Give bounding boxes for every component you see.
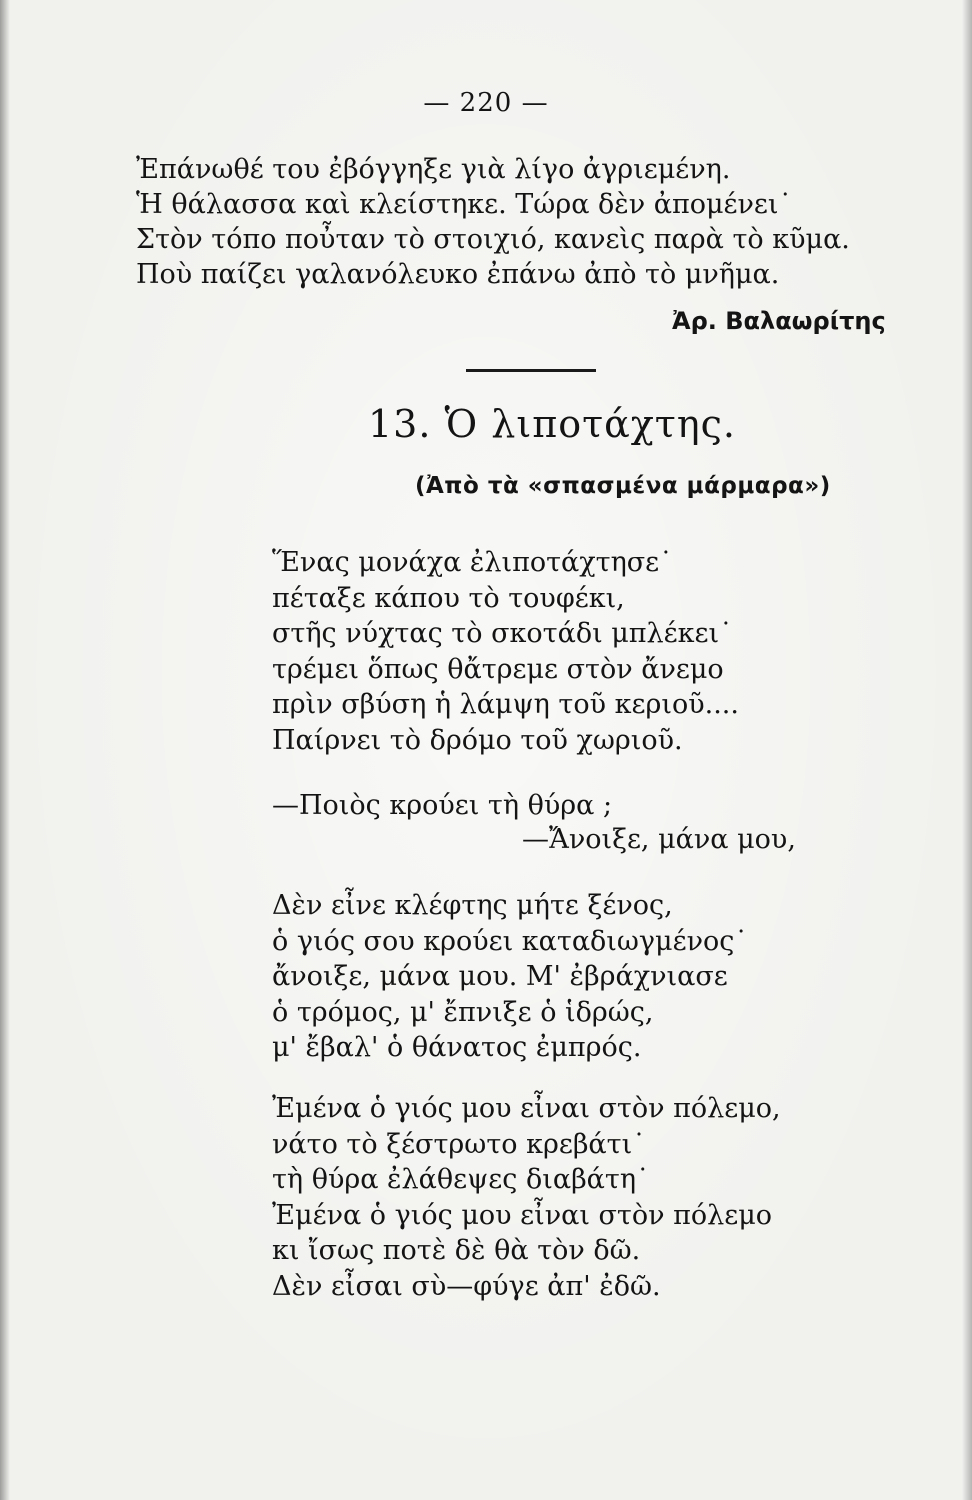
poem-line: μ' ἔβαλ' ὁ θάνατος ἐμπρός. xyxy=(272,1032,642,1064)
poem-line: ὁ τρόμος, μ' ἔπνιξε ὁ ἱδρώς, xyxy=(272,996,654,1028)
poem-line: Στὸν τόπο ποὖταν τὸ στοιχιό, κανεὶς παρὰ τὸ κῦμα. xyxy=(136,224,850,255)
section-divider xyxy=(466,369,596,372)
poem-line: πέταξε κάπου τὸ τουφέκι, xyxy=(272,582,625,614)
poem-line: Ἐμένα ὁ γιός μου εἶναι στὸν πόλεμο, xyxy=(272,1093,781,1124)
poem-line: στῆς νύχτας τὸ σκοτάδι μπλέκει˙ xyxy=(272,618,733,650)
poem-line: τὴ θύρα ἐλάθεψες διαβάτη˙ xyxy=(272,1164,650,1196)
dialogue-answer: —Ἄνοιξε, μάνα μου, xyxy=(522,824,796,855)
poem-line: Παίρνει τὸ δρόμο τοῦ χωριοῦ. xyxy=(272,724,683,756)
poem-author: Ἀρ. Βαλαωρίτης xyxy=(672,307,886,335)
dialogue-question xyxy=(272,788,612,824)
page-number: — 220 — xyxy=(423,88,549,118)
page-right-edge-shadow xyxy=(962,0,972,1500)
poem-title: 13. Ὁ λιποτάχτης. xyxy=(368,402,736,446)
stanza-3 xyxy=(272,888,748,1066)
poem-line: Δὲν εἶνε κλέφτης μήτε ξένος, xyxy=(272,890,673,921)
previous-poem-ending xyxy=(136,152,850,292)
poem-subtitle: (Ἀπὸ τὰ «σπασμένα μάρμαρα») xyxy=(415,473,831,499)
poem-line: Ἐπάνωθέ του ἐβόγγηξε γιὰ λίγο ἀγριεμένη. xyxy=(136,154,731,185)
poem-line: Ἕνας μονάχα ἐλιποτάχτησε˙ xyxy=(272,547,673,578)
poem-line: —Ποιὸς κρούει τὴ θύρα ; xyxy=(272,790,613,821)
stanza-1 xyxy=(272,545,739,759)
poem-line: Ἡ θάλασσα καὶ κλείστηκε. Τώρα δὲν ἀπομένει˙ xyxy=(136,189,793,220)
poem-line: Δὲν εἶσαι σὺ—φύγε ἀπ' ἐδῶ. xyxy=(272,1270,661,1302)
poem-line: ἄνοιξε, μάνα μου. Μ' ἐβράχνιασε xyxy=(272,961,728,993)
poem-line: τρέμει ὅπως θἄτρεμε στὸν ἄνεμο xyxy=(272,653,724,685)
poem-line: Ποὺ παίζει γαλανόλευκο ἐπάνω ἀπὸ τὸ μνῆμα. xyxy=(136,259,780,290)
poem-line: κι ἴσως ποτὲ δὲ θὰ τὸν δῶ. xyxy=(272,1235,641,1267)
poem-line: νάτο τὸ ξέστρωτο κρεβάτι˙ xyxy=(272,1128,646,1160)
poem-line: πρὶν σβύση ἡ λάμψη τοῦ κεριοῦ.... xyxy=(272,689,739,721)
poem-line: Ἐμένα ὁ γιός μου εἶναι στὸν πόλεμο xyxy=(272,1199,773,1231)
stanza-4 xyxy=(272,1091,781,1305)
page-left-edge-shadow xyxy=(0,0,10,1500)
poem-line: ὁ γιός σου κρούει καταδιωγμένος˙ xyxy=(272,925,748,957)
